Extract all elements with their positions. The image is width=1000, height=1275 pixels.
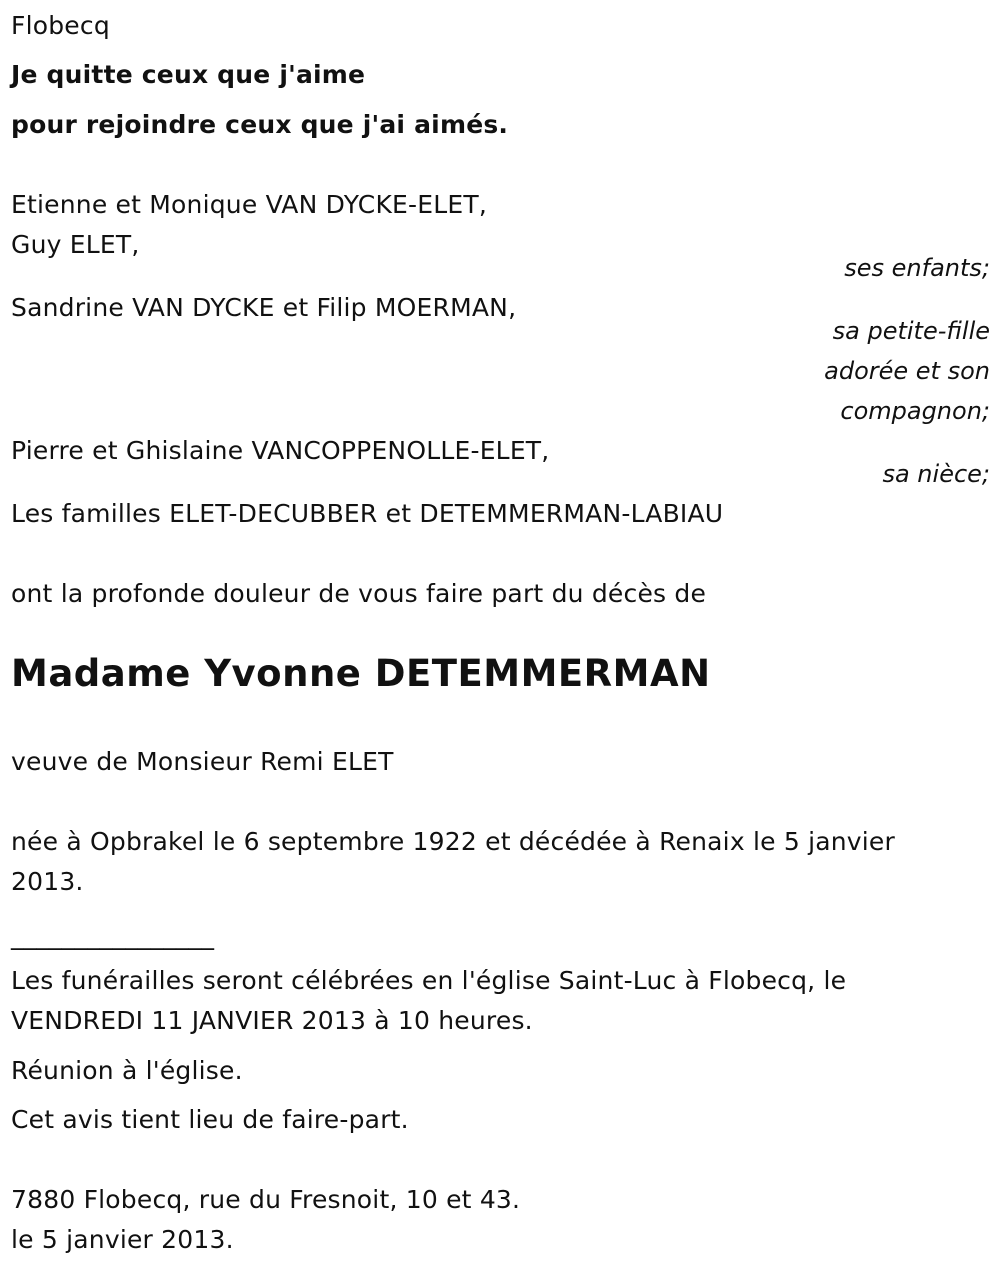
address: 7880 Flobecq, rue du Fresnoit, 10 et 43. xyxy=(11,1185,521,1214)
widow-of: veuve de Monsieur Remi ELET xyxy=(11,747,394,776)
granddaughter: Sandrine VAN DYCKE et Filip MOERMAN, xyxy=(11,293,517,322)
niece: Pierre et Ghislaine VANCOPPENOLLE-ELET, xyxy=(11,436,550,465)
granddaughter-role-3: compagnon; xyxy=(840,397,990,425)
child-2: Guy ELET, xyxy=(11,230,140,259)
funeral-meeting: Réunion à l'église. xyxy=(11,1056,243,1085)
quote-line-1: Je quitte ceux que j'aime xyxy=(11,60,366,89)
quote-line-2: pour rejoindre ceux que j'ai aimés. xyxy=(11,110,509,139)
announcement-text: ont la profonde douleur de vous faire part du décès de xyxy=(11,579,707,608)
granddaughter-role-2: adorée et son xyxy=(824,357,990,385)
place-heading: Flobecq xyxy=(11,11,110,40)
notice-date: le 5 janvier 2013. xyxy=(11,1225,234,1254)
niece-role: sa nièce; xyxy=(882,460,990,488)
granddaughter-role-1: sa petite-fille xyxy=(832,317,990,345)
children-role: ses enfants; xyxy=(844,254,990,282)
child-1: Etienne et Monique VAN DYCKE-ELET, xyxy=(11,190,488,219)
birth-death: née à Opbrakel le 6 septembre 1922 et décédée à Renaix le 5 janvier 2013. xyxy=(11,827,895,896)
families-line: Les familles ELET-DECUBBER et DETEMMERMAN-LABIAU xyxy=(11,499,724,528)
funeral-ceremony: Les funérailles seront célébrées en l'église Saint-Luc à Flobecq, le VENDREDI 11 JANVIER 2013 à 10 heures. xyxy=(11,966,847,1035)
deceased-name: Madame Yvonne DETEMMERMAN xyxy=(11,652,711,695)
funeral-notice: Cet avis tient lieu de faire-part. xyxy=(11,1105,409,1134)
separator-line: ________________ xyxy=(11,921,215,950)
